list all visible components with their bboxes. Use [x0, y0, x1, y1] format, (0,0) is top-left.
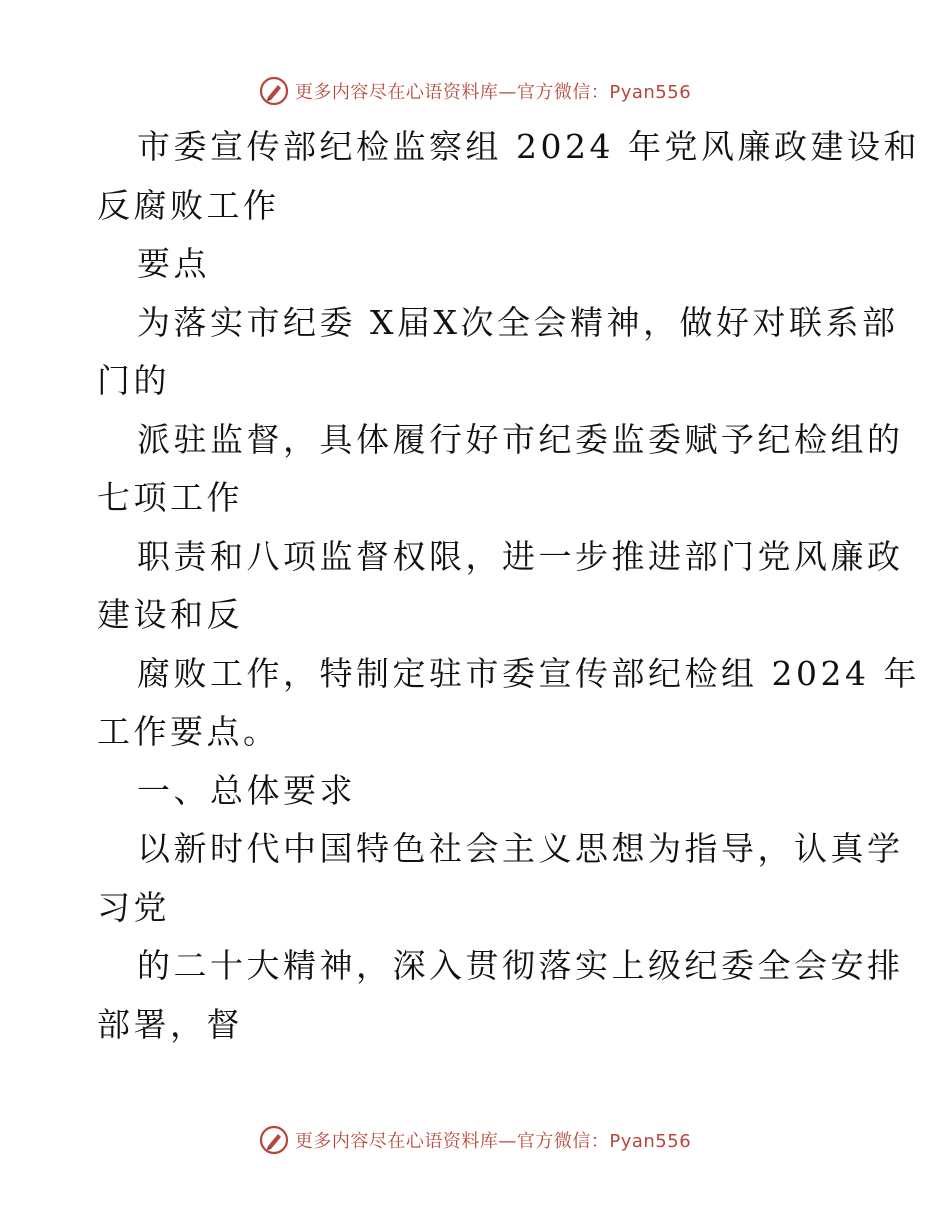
watermark-text: 更多内容尽在心语资料库—官方微信：Pyan556 [294, 82, 692, 103]
text-line: 派驻监督，具体履行好市纪委监委赋予纪检组的 [137, 419, 904, 459]
text-line: 习党 [97, 887, 170, 927]
pen-logo-icon [259, 76, 289, 106]
text-line: 建设和反 [97, 595, 243, 634]
pen-logo-icon [259, 1125, 289, 1155]
text-line: 要点 [137, 244, 210, 283]
text-line: 腐败工作，特制定驻市委宣传部纪检组 2024 年 [137, 653, 920, 693]
watermark-footer [0, 1120, 950, 1160]
watermark-header [0, 71, 950, 111]
document-body [97, 118, 920, 1054]
text-line: 工作要点。 [97, 712, 280, 751]
text-line: 为落实市纪委 X届X次全会精神，做好对联系部 [137, 302, 899, 342]
watermark-text: 更多内容尽在心语资料库—官方微信：Pyan556 [294, 1131, 692, 1152]
text-line: 职责和八项监督权限，进一步推进部门党风廉政 [137, 536, 904, 576]
text-line: 一、总体要求 [137, 770, 356, 810]
text-line: 门的 [97, 361, 170, 400]
text-line: 市委宣传部纪检监察组 2024 年党风廉政建设和 [137, 127, 920, 166]
text-line: 以新时代中国特色社会主义思想为指导，认真学 [137, 829, 904, 868]
text-line: 部署，督 [97, 1004, 243, 1044]
text-line: 七项工作 [97, 478, 243, 517]
text-line: 的二十大精神，深入贯彻落实上级纪委全会安排 [137, 946, 904, 985]
text-line: 反腐败工作 [97, 185, 280, 225]
